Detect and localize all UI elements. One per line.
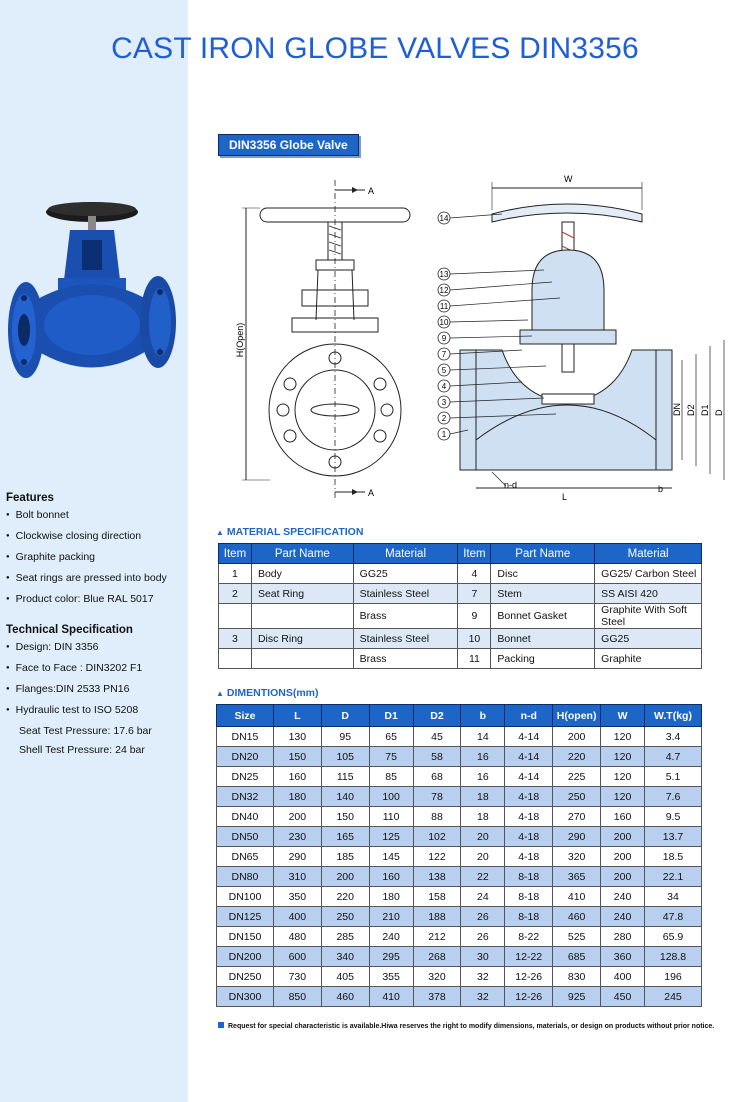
feature-item: ● Graphite packing (6, 552, 167, 565)
dimensions-header-cell: L (273, 705, 321, 727)
callout-10: 10 (439, 318, 449, 327)
dimensions-cell: 32 (461, 967, 505, 987)
dimensions-cell: DN50 (217, 827, 274, 847)
material-cell: 11 (458, 649, 491, 669)
material-cell: Brass (353, 649, 458, 669)
dimensions-cell: 4-18 (505, 787, 553, 807)
dimensions-cell: DN250 (217, 967, 274, 987)
label-dn: DN (672, 403, 682, 416)
footnote (218, 1022, 714, 1030)
dimensions-header-cell: W (601, 705, 645, 727)
dimensions-cell: 220 (321, 887, 369, 907)
dimensions-cell: 88 (413, 807, 461, 827)
dimensions-row (217, 887, 702, 907)
dimensions-cell: 8-18 (505, 867, 553, 887)
label-d2: D2 (686, 404, 696, 416)
material-header-cell: Material (353, 544, 458, 564)
dimensions-cell: 14 (461, 727, 505, 747)
dimensions-cell: 165 (321, 827, 369, 847)
tech-item: ● Design: DIN 3356 (6, 642, 152, 655)
dimensions-cell: 200 (553, 727, 601, 747)
dimensions-cell: 460 (553, 907, 601, 927)
dimensions-cell: 22 (461, 867, 505, 887)
dimensions-header-cell: D1 (369, 705, 413, 727)
material-cell: 3 (219, 629, 252, 649)
dimensions-cell: 160 (273, 767, 321, 787)
material-header-cell: Material (595, 544, 702, 564)
dimensions-cell: 100 (369, 787, 413, 807)
dimensions-cell: 4-14 (505, 727, 553, 747)
dimensions-cell: 268 (413, 947, 461, 967)
dimensions-cell: 16 (461, 767, 505, 787)
dimensions-cell: 340 (321, 947, 369, 967)
dimensions-cell: 220 (553, 747, 601, 767)
material-cell: Graphite (595, 649, 702, 669)
dimensions-header-row (217, 705, 702, 727)
technical-heading: Technical Specification (6, 624, 133, 636)
dimensions-header-cell: b (461, 705, 505, 727)
dimensions-cell: 18 (461, 807, 505, 827)
dimensions-cell: 410 (553, 887, 601, 907)
dimensions-cell: 210 (369, 907, 413, 927)
dimensions-cell: 240 (601, 907, 645, 927)
dimensions-cell: 320 (553, 847, 601, 867)
callout-1: 1 (441, 430, 447, 439)
dimensions-cell: 158 (413, 887, 461, 907)
dimensions-cell: 65 (369, 727, 413, 747)
dimensions-cell: 4-18 (505, 807, 553, 827)
feature-item: ● Product color: Blue RAL 5017 (6, 594, 167, 607)
dimensions-cell: 68 (413, 767, 461, 787)
dimensions-cell: 200 (601, 867, 645, 887)
material-cell: Brass (353, 604, 458, 629)
dimensions-cell: 480 (273, 927, 321, 947)
dimensions-table (216, 704, 702, 1007)
dimensions-cell: 285 (321, 927, 369, 947)
dimensions-cell: 5.1 (645, 767, 702, 787)
dimensions-cell: 350 (273, 887, 321, 907)
valve-photo (4, 190, 182, 405)
dimensions-row (217, 947, 702, 967)
material-cell: Bonnet Gasket (491, 604, 595, 629)
dimensions-cell: 4-14 (505, 747, 553, 767)
callout-7: 7 (441, 350, 447, 359)
dimensions-cell: 140 (321, 787, 369, 807)
dimensions-cell: DN20 (217, 747, 274, 767)
material-cell: Stainless Steel (353, 584, 458, 604)
material-cell: 10 (458, 629, 491, 649)
dimensions-cell: 8-18 (505, 907, 553, 927)
dimensions-cell: DN200 (217, 947, 274, 967)
dimensions-cell: 12-26 (505, 987, 553, 1007)
label-l: L (562, 492, 568, 502)
dimensions-cell: 400 (601, 967, 645, 987)
callout-12: 12 (439, 286, 449, 295)
material-cell (251, 649, 353, 669)
material-cell: Disc Ring (251, 629, 353, 649)
dimensions-cell: 9.5 (645, 807, 702, 827)
dimensions-row (217, 727, 702, 747)
material-cell: GG25/ Carbon Steel (595, 564, 702, 584)
dimensions-cell: 405 (321, 967, 369, 987)
dimensions-cell: 245 (645, 987, 702, 1007)
features-heading: Features (6, 492, 54, 504)
dimensions-cell: 525 (553, 927, 601, 947)
dimensions-cell: DN65 (217, 847, 274, 867)
material-cell (219, 649, 252, 669)
label-b: b (658, 484, 664, 494)
material-cell: Graphite With Soft Steel (595, 604, 702, 629)
material-row (219, 649, 702, 669)
dimensions-cell: 4.7 (645, 747, 702, 767)
label-nd: n-d (504, 480, 518, 490)
dimensions-cell: 47.8 (645, 907, 702, 927)
dimensions-cell: 128.8 (645, 947, 702, 967)
dimensions-cell: 4-14 (505, 767, 553, 787)
dimensions-header-cell: H(open) (553, 705, 601, 727)
dimensions-cell: 13.7 (645, 827, 702, 847)
dimensions-cell: 120 (601, 727, 645, 747)
dimensions-cell: 120 (601, 787, 645, 807)
dimensions-header-cell: D (321, 705, 369, 727)
material-cell (251, 604, 353, 629)
dimensions-cell: 250 (321, 907, 369, 927)
dimensions-cell: 295 (369, 947, 413, 967)
material-cell: 1 (219, 564, 252, 584)
dimensions-cell: 110 (369, 807, 413, 827)
callout-14: 14 (439, 214, 449, 223)
dimensions-header-cell: Size (217, 705, 274, 727)
material-table (218, 543, 702, 669)
label-d1: D1 (700, 404, 710, 416)
dimensions-cell: 310 (273, 867, 321, 887)
material-cell: 9 (458, 604, 491, 629)
dimensions-cell: 200 (601, 847, 645, 867)
material-cell: Packing (491, 649, 595, 669)
dimensions-cell: 125 (369, 827, 413, 847)
dimensions-cell: 410 (369, 987, 413, 1007)
dimensions-cell: 400 (273, 907, 321, 927)
dimensions-header-cell: W.T(kg) (645, 705, 702, 727)
dimensions-header-cell: n-d (505, 705, 553, 727)
dimensions-row (217, 987, 702, 1007)
dimensions-cell: 78 (413, 787, 461, 807)
dimensions-cell: DN25 (217, 767, 274, 787)
dimensions-cell: 365 (553, 867, 601, 887)
features-block (6, 492, 167, 615)
dimensions-cell: 130 (273, 727, 321, 747)
dimensions-cell: 685 (553, 947, 601, 967)
dimensions-cell: 600 (273, 947, 321, 967)
dimensions-row (217, 787, 702, 807)
dimensions-cell: 160 (601, 807, 645, 827)
dimensions-cell: 18.5 (645, 847, 702, 867)
dimensions-cell: 20 (461, 827, 505, 847)
dimensions-cell: 188 (413, 907, 461, 927)
dimensions-cell: 16 (461, 747, 505, 767)
dimensions-cell: 105 (321, 747, 369, 767)
dimensions-row (217, 967, 702, 987)
dimensions-cell: 180 (273, 787, 321, 807)
callout-9: 9 (441, 334, 447, 343)
shell-test-pressure: Shell Test Pressure: 24 bar (19, 744, 145, 756)
feature-item: ● Clockwise closing direction (6, 531, 167, 544)
dimensions-row (217, 747, 702, 767)
dimensions-cell: 138 (413, 867, 461, 887)
dimensions-cell: 355 (369, 967, 413, 987)
dimensions-cell: 360 (601, 947, 645, 967)
material-cell: Stem (491, 584, 595, 604)
label-h-open: H(Open) (235, 322, 245, 358)
material-row (219, 604, 702, 629)
dimensions-row (217, 827, 702, 847)
dimensions-cell: 12-26 (505, 967, 553, 987)
dimensions-cell: 730 (273, 967, 321, 987)
dimensions-row (217, 867, 702, 887)
dimensions-cell: 22.1 (645, 867, 702, 887)
dimensions-cell: 925 (553, 987, 601, 1007)
dimensions-header-cell: D2 (413, 705, 461, 727)
label-d: D (714, 409, 724, 416)
dimensions-cell: 8-22 (505, 927, 553, 947)
dimensions-cell: 180 (369, 887, 413, 907)
material-header-cell: Item (458, 544, 491, 564)
material-cell: 2 (219, 584, 252, 604)
dimensions-heading: ▲ DIMENTIONS(mm) (216, 687, 319, 699)
dimensions-cell: 32 (461, 987, 505, 1007)
dimensions-cell: DN15 (217, 727, 274, 747)
material-heading-text: MATERIAL SPECIFICATION (226, 526, 364, 538)
callout-11: 11 (439, 302, 449, 311)
seat-test-pressure: Seat Test Pressure: 17.6 bar (19, 725, 152, 737)
dimensions-cell: 280 (601, 927, 645, 947)
callout-13: 13 (439, 270, 449, 279)
dimensions-cell: 460 (321, 987, 369, 1007)
dimensions-cell: 200 (273, 807, 321, 827)
material-cell (219, 604, 252, 629)
dimensions-cell: 18 (461, 787, 505, 807)
dimensions-cell: DN80 (217, 867, 274, 887)
front-view-drawing (230, 170, 430, 500)
dimensions-cell: 12-22 (505, 947, 553, 967)
dimensions-cell: DN125 (217, 907, 274, 927)
callout-5: 5 (441, 366, 447, 375)
dimensions-row (217, 807, 702, 827)
dimensions-cell: DN300 (217, 987, 274, 1007)
dimensions-cell: 290 (553, 827, 601, 847)
dimensions-cell: 7.6 (645, 787, 702, 807)
dimensions-cell: 450 (601, 987, 645, 1007)
dimensions-cell: 26 (461, 907, 505, 927)
dimensions-cell: 58 (413, 747, 461, 767)
dimensions-cell: 4-18 (505, 827, 553, 847)
dimensions-cell: DN32 (217, 787, 274, 807)
material-row (219, 584, 702, 604)
dimensions-cell: 4-18 (505, 847, 553, 867)
callout-3: 3 (441, 398, 447, 407)
material-cell: Disc (491, 564, 595, 584)
dimensions-cell: 850 (273, 987, 321, 1007)
dimensions-cell: 225 (553, 767, 601, 787)
dimensions-cell: DN100 (217, 887, 274, 907)
feature-item: ● Bolt bonnet (6, 510, 167, 523)
dimensions-cell: 102 (413, 827, 461, 847)
dimensions-cell: 230 (273, 827, 321, 847)
material-cell: GG25 (595, 629, 702, 649)
dimensions-cell: 30 (461, 947, 505, 967)
dimensions-cell: 115 (321, 767, 369, 787)
dimensions-cell: DN150 (217, 927, 274, 947)
section-tab-globe-valve: DIN3356 Globe Valve (218, 134, 359, 156)
material-cell: Stainless Steel (353, 629, 458, 649)
dimensions-cell: 250 (553, 787, 601, 807)
material-header-cell: Part Name (251, 544, 353, 564)
technical-spec-block (6, 624, 152, 764)
material-header-row (219, 544, 702, 564)
dimensions-cell: 75 (369, 747, 413, 767)
dimensions-cell: 120 (601, 767, 645, 787)
footnote-marker (218, 1022, 224, 1028)
material-header-cell: Item (219, 544, 252, 564)
dimensions-heading-text: DIMENTIONS(mm) (226, 687, 319, 699)
material-cell: SS AISI 420 (595, 584, 702, 604)
material-heading: ▲ MATERIAL SPECIFICATION (216, 526, 364, 538)
dimensions-cell: 212 (413, 927, 461, 947)
dimensions-cell: 45 (413, 727, 461, 747)
dimensions-cell: 196 (645, 967, 702, 987)
dimensions-cell: 160 (369, 867, 413, 887)
dimensions-cell: 320 (413, 967, 461, 987)
material-cell: Body (251, 564, 353, 584)
dimensions-cell: 830 (553, 967, 601, 987)
dimensions-cell: 270 (553, 807, 601, 827)
dimensions-row (217, 907, 702, 927)
material-cell: Seat Ring (251, 584, 353, 604)
dimensions-cell: 185 (321, 847, 369, 867)
material-header-cell: Part Name (491, 544, 595, 564)
tech-item: ● Face to Face : DIN3202 F1 (6, 663, 152, 676)
dimensions-cell: 26 (461, 927, 505, 947)
dimensions-row (217, 847, 702, 867)
material-cell: Bonnet (491, 629, 595, 649)
dimensions-cell: DN40 (217, 807, 274, 827)
callout-4: 4 (441, 382, 447, 391)
material-cell: 4 (458, 564, 491, 584)
dimensions-cell: 145 (369, 847, 413, 867)
material-cell: 7 (458, 584, 491, 604)
dimensions-cell: 290 (273, 847, 321, 867)
dimensions-cell: 34 (645, 887, 702, 907)
section-view-drawing (432, 170, 732, 510)
material-row (219, 629, 702, 649)
tech-item: ● Hydraulic test to ISO 5208 (6, 705, 152, 718)
dimensions-row (217, 767, 702, 787)
dimensions-cell: 240 (601, 887, 645, 907)
label-a-bottom: A (368, 488, 375, 498)
dimensions-cell: 150 (321, 807, 369, 827)
callout-2: 2 (441, 414, 447, 423)
dimensions-cell: 85 (369, 767, 413, 787)
material-row (219, 564, 702, 584)
label-a-top: A (368, 186, 375, 196)
dimensions-cell: 122 (413, 847, 461, 867)
dimensions-cell: 20 (461, 847, 505, 867)
dimensions-row (217, 927, 702, 947)
dimensions-cell: 95 (321, 727, 369, 747)
dimensions-cell: 8-18 (505, 887, 553, 907)
dimensions-cell: 378 (413, 987, 461, 1007)
footnote-text: Request for special characteristic is available.Hiwa reserves the right to modify dimensions, materials, or design on products without prior notice. (228, 1023, 715, 1030)
dimensions-cell: 24 (461, 887, 505, 907)
dimensions-cell: 150 (273, 747, 321, 767)
dimensions-cell: 200 (601, 827, 645, 847)
label-w: W (564, 174, 573, 184)
tech-item: ● Flanges:DIN 2533 PN16 (6, 684, 152, 697)
dimensions-cell: 3.4 (645, 727, 702, 747)
dimensions-cell: 120 (601, 747, 645, 767)
feature-item: ● Seat rings are pressed into body (6, 573, 167, 586)
dimensions-cell: 65.9 (645, 927, 702, 947)
dimensions-cell: 200 (321, 867, 369, 887)
material-cell: GG25 (353, 564, 458, 584)
dimensions-cell: 240 (369, 927, 413, 947)
page-title: CAST IRON GLOBE VALVES DIN3356 (111, 32, 639, 65)
